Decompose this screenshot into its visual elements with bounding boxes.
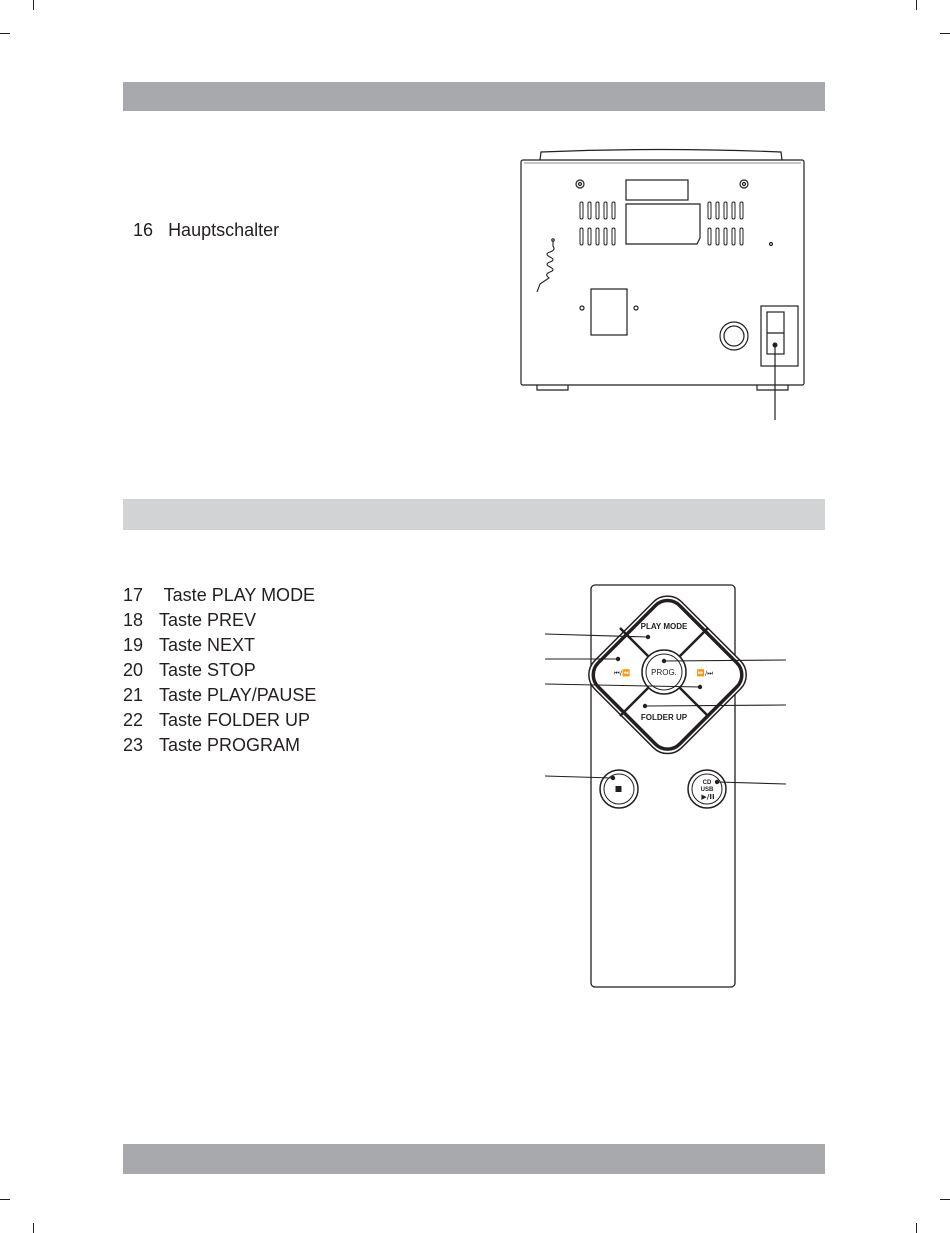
item-number: 16 (133, 220, 154, 240)
list-item: 23 Taste PROGRAM (123, 735, 301, 755)
list-item: 22 Taste FOLDER UP (123, 710, 311, 730)
prev-button[interactable]: ⏮/⏪ (613, 669, 631, 677)
list-item: 19 Taste NEXT (123, 635, 256, 655)
list-item: 20 Taste STOP (123, 660, 256, 680)
item-label: Hauptschalter (168, 220, 280, 240)
stop-button[interactable] (600, 770, 638, 808)
folder-up-button[interactable]: FOLDER UP (640, 713, 688, 722)
list-item: 21 Taste PLAY/PAUSE (123, 685, 317, 705)
play-mode-button[interactable]: PLAY MODE (640, 622, 688, 631)
cd-label: CD (702, 780, 712, 786)
play-pause-icon: ▶/II (701, 793, 715, 801)
prog-button[interactable]: PROG. (651, 668, 677, 677)
list-item: 18 Taste PREV (123, 610, 257, 630)
usb-label: USB (700, 787, 714, 793)
list-item: 17 Taste PLAY MODE (123, 585, 316, 605)
next-button[interactable]: ⏩/⏭ (696, 669, 714, 677)
